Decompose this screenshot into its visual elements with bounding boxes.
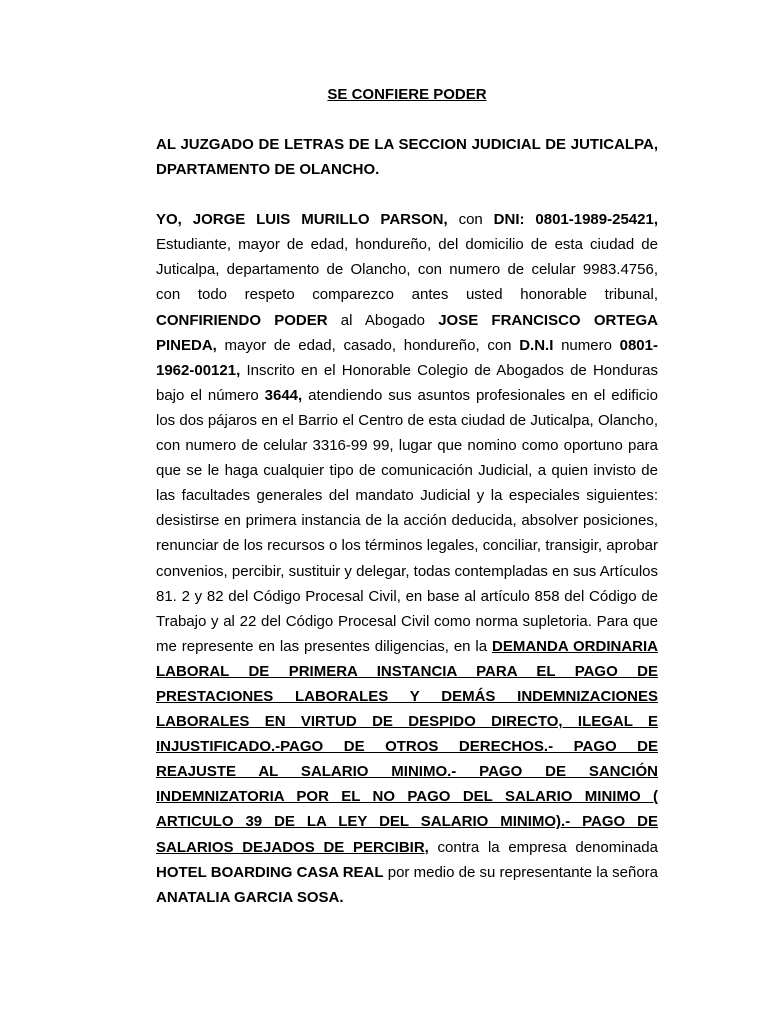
grantor-name: YO, JORGE LUIS MURILLO PARSON, [156, 211, 448, 229]
body-text: Estudiante, mayor de edad, hondureño, del domicilio de esta ciudad de Juticalpa, departamento de Olancho, con numero de celular 9983.4756, con todo respeto comparezco antes usted honorable tribunal, [156, 236, 658, 304]
body-text: con [447, 211, 494, 229]
grantor-dni: DNI: 0801-1989-25421, [493, 211, 658, 229]
representative-name: ANATALIA GARCIA SOSA. [156, 888, 344, 906]
body-text: por medio de su representante la señora [383, 863, 658, 881]
company-name: HOTEL BOARDING CASA REAL [156, 863, 384, 881]
attorney-name: JOSE FRANCISCO ORTEGA PINEDA, [156, 311, 658, 354]
body-text: atendiendo sus asuntos profesionales en el edificio los dos pájaros en el Barrio el Centro de esta ciudad de Juticalpa, Olancho, con numero de celular 3316-99 99, lugar que nomino como oportuno para que se le haga cualquier tipo de comunicación Judicial, a quien invisto de las facultades generales del mandato Judicial y la especiales siguientes: desistirse en primera instancia de la acción deducida, absolver posiciones, renunciar de los recursos o los términos legales, conciliar, transigir, aprobar convenios, percibir, sustituir y delegar, todas contempladas en sus Artículos 81. 2 y 82 del Código Procesal Civil, en base al artículo 858 del Código de Trabajo y al 22 del Código Procesal Civil como norma supletoria. Para que me represente en las presentes diligencias, en la [156, 386, 658, 655]
document-page [156, 82, 658, 935]
dni-label: D.N.I [519, 336, 554, 354]
lawsuit-title: DEMANDA ORDINARIA LABORAL DE PRIMERA INSTANCIA PARA EL PAGO DE PRESTACIONES LABORALES Y DEMÁS INDEMNIZACIONES LABORALES EN VIRTUD DE DESPIDO DIRECTO, ILEGAL E INJUSTIFICADO.-PAGO DE OTROS DERECHOS.- PAGO DE REAJUSTE AL SALARIO MINIMO.- PAGO DE SANCIÓN INDEMNIZATORIA POR EL NO PAGO DEL SALARIO MINIMO ( ARTICULO 39 DE LA LEY DEL SALARIO MINIMO).- PAGO DE SALARIOS DEJADOS DE PERCIBIR, [156, 637, 658, 856]
conferring-power-label: CONFIRIENDO PODER [156, 311, 328, 329]
addressee-paragraph: AL JUZGADO DE LETRAS DE LA SECCION JUDICIAL DE JUTICALPA, DPARTAMENTO DE OLANCHO. [156, 136, 658, 179]
bar-number: 3644, [264, 386, 303, 404]
attorney-dni: 0801-1962-00121, [156, 336, 658, 379]
body-text: contra la empresa denominada [428, 838, 658, 856]
body-text: mayor de edad, casado, hondureño, con [216, 336, 520, 354]
body-paragraph [156, 207, 658, 910]
body-text: al Abogado [327, 311, 439, 329]
body-text: Inscrito en el Honorable Colegio de Abogados de Honduras bajo el número [156, 361, 658, 404]
body-text: numero [553, 336, 620, 354]
document-title: SE CONFIERE PODER [327, 86, 487, 103]
